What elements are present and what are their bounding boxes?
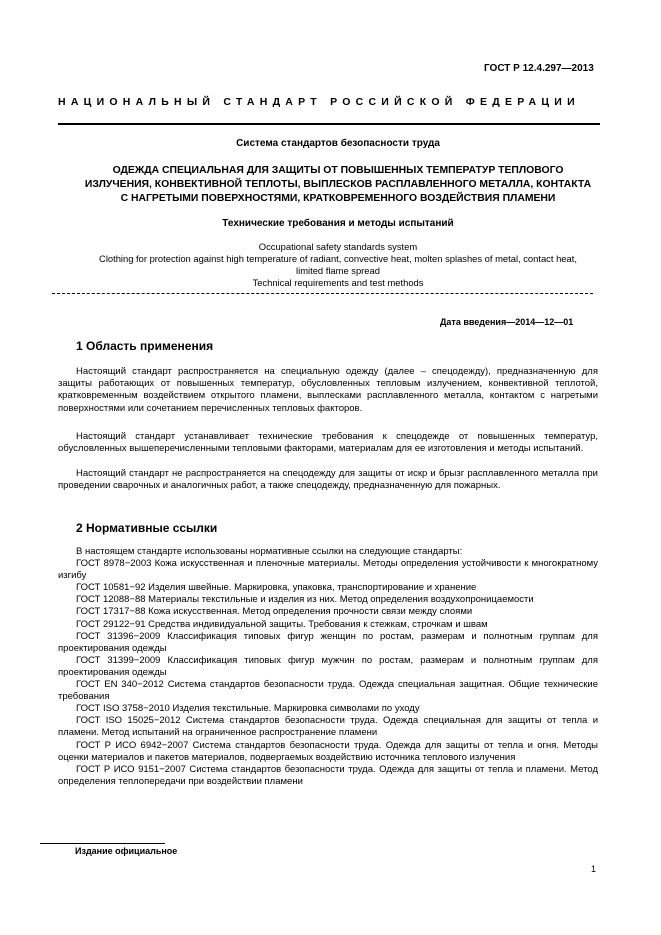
reference-item: ГОСТ 17317−88 Кожа искусственная. Метод определения прочности связи между слоями: [76, 606, 473, 618]
normative-references: [58, 546, 598, 788]
english-line-4: Technical requirements and test methods: [252, 276, 424, 288]
reference-item: ГОСТ 12088−88 Материалы текстильные и изделия из них. Метод определения воздухопроницаемости: [76, 594, 534, 606]
references-intro: В настоящем стандарте использованы нормативные ссылки на следующие стандарты:: [76, 546, 463, 557]
title-line-2: ИЗЛУЧЕНИЯ, КОНВЕКТИВНОЙ ТЕПЛОТЫ, ВЫПЛЕСКОВ РАСПЛАВЛЕННОГО МЕТАЛЛА, КОНТАКТА: [84, 179, 592, 190]
standard-code: ГОСТ Р 12.4.297—2013: [484, 63, 594, 74]
reference-item: ГОСТ ISO 3758−2010 Изделия текстильные. Маркировка символами по уходу: [76, 703, 420, 715]
header-rule: [58, 123, 600, 125]
official-edition-label: Издание официальное: [75, 846, 178, 856]
reference-item: ГОСТ 10581−92 Изделия швейные. Маркировка, упаковка, транспортирование и хранение: [76, 582, 477, 594]
title-separator: [52, 293, 593, 294]
footer-rule: [40, 843, 165, 844]
reference-item: ГОСТ Р ИСО 6942−2007 Система стандартов безопасности труда. Одежда для защиты от тепла и огня. Методы оценки материалов и пакетов материалов, подвергаемых воздействию источника теплового излучения: [58, 739, 598, 763]
english-line-1: Occupational safety standards system: [258, 241, 418, 252]
section-2-heading: 2 Нормативные ссылки: [76, 521, 218, 535]
reference-item: ГОСТ Р ИСО 9151−2007 Система стандартов безопасности труда. Одежда для защиты от тепла и пламени. Метод определения теплопередачи при воздействии пламени: [58, 763, 598, 787]
document-title: [40, 164, 636, 206]
title-line-1: ОДЕЖДА СПЕЦИАЛЬНАЯ ДЛЯ ЗАЩИТЫ ОТ ПОВЫШЕННЫХ ТЕМПЕРАТУР ТЕПЛОВОГО: [112, 165, 564, 176]
document-subtitle: Технические требования и методы испытаний: [222, 218, 454, 229]
title-line-3: С НАГРЕТЫМИ ПОВЕРХНОСТЯМИ, КРАТКОВРЕМЕННОГО ВОЗДЕЙСТВИЯ ПЛАМЕНИ: [120, 193, 556, 204]
english-line-3: limited flame spread: [296, 264, 380, 276]
reference-item: ГОСТ 8978−2003 Кожа искусственная и пленочные материалы. Методы определения устойчивости к многократному изгибу: [58, 558, 598, 582]
introduction-date: Дата введения—2014—12—01: [440, 317, 574, 327]
reference-item: ГОСТ ISO 15025−2012 Система стандартов безопасности труда. Одежда специальная для защиты от тепла и пламени. Метод испытаний на ограниченное распространение пламени: [58, 715, 598, 739]
section-1-paragraph-1: Настоящий стандарт распространяется на специальную одежду (далее – спецодежду), предназначенную для защиты работающих от повышенных температур, обусловленных тепловым излучением, конвективной теплотой, кратковременным воздействием открытого пламени, выплесками расплавленного металла, контактом с нагретыми поверхностями или сочетанием перечисленных тепловых факторов.: [58, 366, 598, 414]
reference-item: ГОСТ EN 340−2012 Система стандартов безопасности труда. Одежда специальная защитная. Общие технические требования: [58, 679, 598, 703]
national-standard-heading: НАЦИОНАЛЬНЫЙ СТАНДАРТ РОССИЙСКОЙ ФЕДЕРАЦИИ: [58, 96, 580, 108]
english-title-block: [40, 241, 636, 289]
section-1-heading: 1 Область применения: [76, 339, 214, 353]
reference-item: ГОСТ 31399−2009 Классификация типовых фигур мужчин по ростам, размерам и полнотным группам для проектирования одежды: [58, 654, 598, 678]
section-1-paragraph-3: Настоящий стандарт не распространяется на спецодежду для защиты от искр и брызг расплавленного металла при проведении сварочных и аналогичных работ, а также спецодежду, предназначенную для пожарных.: [58, 468, 598, 492]
section-1-paragraph-2: Настоящий стандарт устанавливает технические требования к спецодежде от повышенных температур, обусловленных вышеперечисленными тепловыми факторами, материалам для ее изготовления и методы испытаний.: [58, 431, 598, 455]
reference-item: ГОСТ 31396−2009 Классификация типовых фигур женщин по ростам, размерам и полнотным группам для проектирования одежды: [58, 630, 598, 654]
english-line-2: Clothing for protection against high temperature of radiant, convective heat, molten splashes of metal, contact heat,: [99, 252, 577, 264]
standards-system-title: Система стандартов безопасности труда: [236, 138, 440, 149]
page-number: 1: [591, 864, 597, 874]
reference-item: ГОСТ 29122−91 Средства индивидуальной защиты. Требования к стежкам, строчкам и швам: [76, 618, 488, 630]
